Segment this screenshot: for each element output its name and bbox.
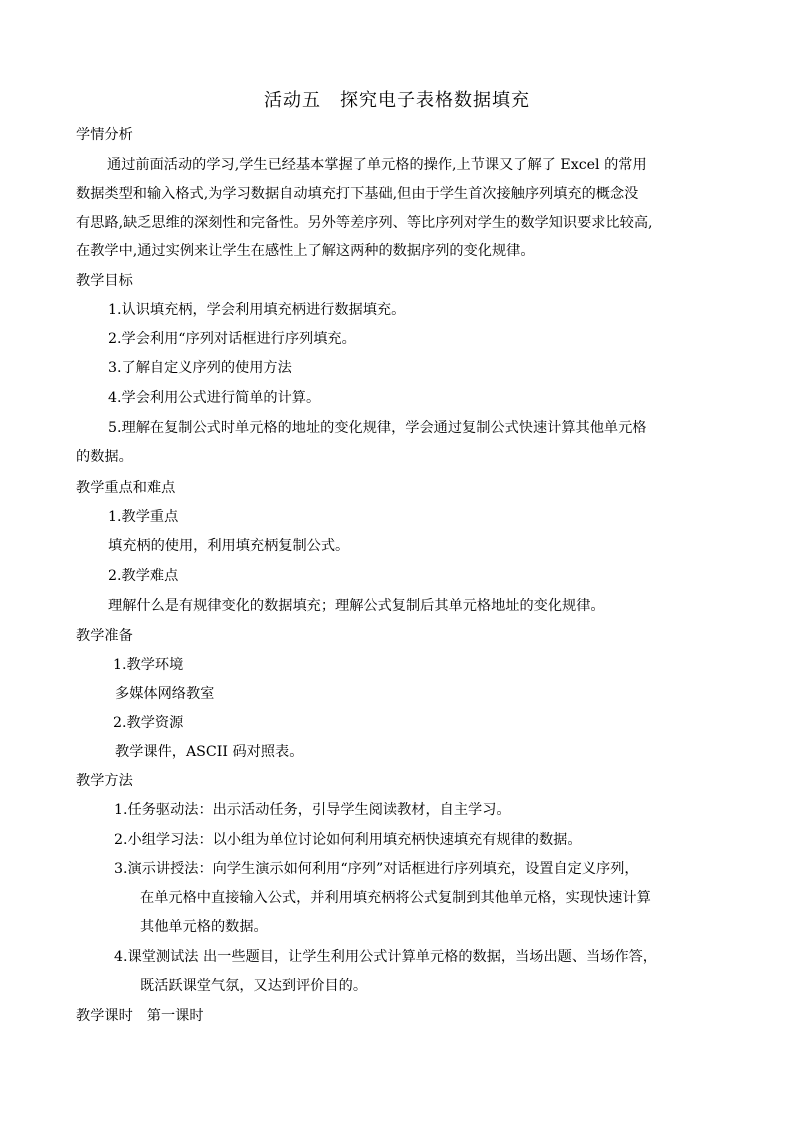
class-hours-value: 第一课时	[146, 1008, 204, 1024]
objective-item: 3.了解自定义序列的使用方法	[108, 360, 292, 376]
class-hours-label: 教学课时	[76, 1008, 133, 1024]
method-item-continuation: 在单元格中直接输入公式，并利用填充柄将公式复制到其他单元格，实现快速计算	[140, 890, 651, 906]
page-title: 活动五 探究电子表格数据填充	[264, 90, 530, 111]
section-heading-objectives: 教学目标	[76, 273, 133, 289]
key-point-text: 填充柄的使用，利用填充柄复制公式。	[108, 538, 350, 554]
section-heading-methods: 教学方法	[76, 773, 133, 789]
method-item-continuation: 既活跃课堂气氛，又达到评价目的。	[140, 978, 368, 994]
section-heading-learning-analysis: 学情分析	[76, 127, 133, 143]
subheading-environment: 1.教学环境	[113, 657, 184, 673]
paragraph-line: 在教学中,通过实例来让学生在感性上了解这两种的数据序列的变化规律。	[76, 243, 535, 259]
method-item: 2.小组学习法：以小组为单位讨论如何利用填充柄快速填充有规律的数据。	[114, 832, 582, 848]
difficulty-text: 理解什么是有规律变化的数据填充；理解公式复制后其单元格地址的变化规律。	[108, 598, 605, 614]
paragraph-line: 数据类型和输入格式,为学习数据自动填充打下基础,但由于学生首次接触序列填充的概念没	[76, 186, 639, 202]
subheading-key-point: 1.教学重点	[108, 509, 179, 525]
subheading-resources: 2.教学资源	[113, 715, 184, 731]
objective-item-continuation: 的数据。	[76, 449, 133, 465]
paragraph-line: 有思路,缺乏思维的深刻性和完备性。另外等差序列、等比序列对学生的数学知识要求比较高,	[76, 215, 653, 231]
resources-text: 教学课件，ASCII 码对照表。	[115, 744, 304, 760]
subheading-difficulty: 2.教学难点	[108, 568, 179, 584]
objective-item: 1.认识填充柄，学会利用填充柄进行数据填充。	[108, 302, 406, 318]
method-item: 3.演示讲授法：向学生演示如何利用“序列”对话框进行序列填充，设置自定义序列，	[114, 861, 639, 877]
section-heading-key-points: 教学重点和难点	[76, 480, 176, 496]
method-item: 1.任务驱动法：出示活动任务，引导学生阅读教材，自主学习。	[114, 802, 511, 818]
method-item: 4.课堂测试法 出一些题目，让学生利用公式计算单元格的数据，当场出题、当场作答，	[114, 949, 657, 965]
objective-item: 2.学会利用“序列对话框进行序列填充。	[108, 331, 356, 347]
method-item-continuation: 其他单元格的数据。	[140, 919, 268, 935]
section-heading-class-hours	[76, 1006, 204, 1026]
objective-item: 5.理解在复制公式时单元格的地址的变化规律，学会通过复制公式快速计算其他单元格	[108, 420, 647, 436]
paragraph-line: 通过前面活动的学习,学生已经基本掌握了单元格的操作,上节课又了解了 Excel 的常用	[107, 157, 647, 173]
section-heading-preparation: 教学准备	[76, 628, 133, 644]
environment-text: 多媒体网络教室	[115, 686, 215, 702]
objective-item: 4.学会利用公式进行简单的计算。	[108, 390, 321, 406]
